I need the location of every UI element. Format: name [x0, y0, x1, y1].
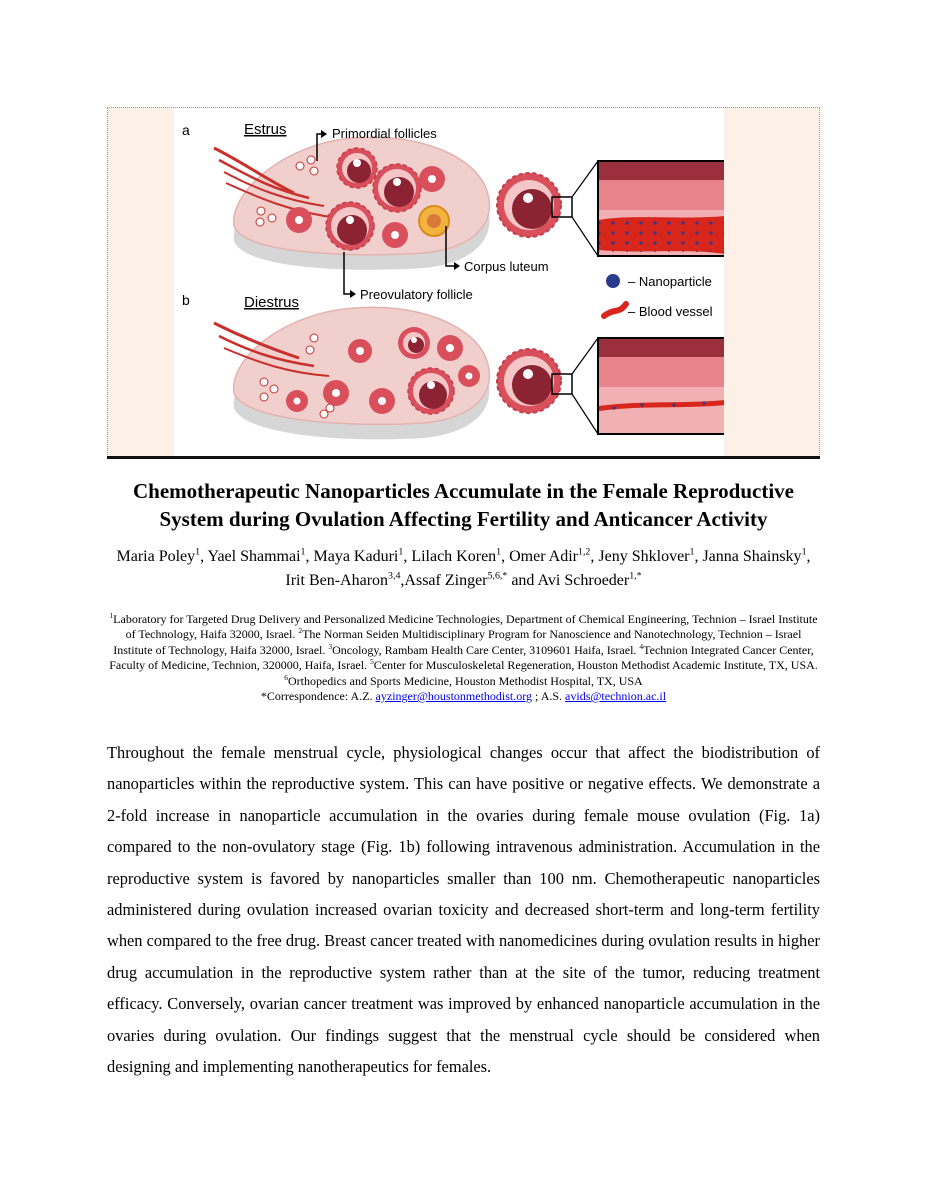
author-affiliation-mark: 1,2	[578, 546, 591, 558]
author-affiliation-mark: 1	[195, 546, 201, 558]
corpus-luteum-label: Corpus luteum	[464, 259, 549, 274]
affiliation-mark: 3	[328, 641, 333, 651]
affiliation-text: Laboratory for Targeted Drug Delivery and Personalized Medicine Technologies, Department of Chemical Engineering, Technion – Israel Institute of Technology, Haifa 32000, Israel.	[113, 612, 818, 642]
affiliations	[107, 612, 820, 704]
affiliation-text: Orthopedics and Sports Medicine, Houston Methodist Hospital, TX, USA	[287, 673, 643, 688]
author-affiliation-mark: 1	[689, 546, 695, 558]
author-affiliation-mark: 1	[300, 546, 306, 558]
diestrus-label: Diestrus	[244, 294, 300, 311]
author-name: Irit Ben-Aharon	[285, 572, 389, 589]
affiliation-mark: 2	[298, 626, 303, 636]
primordial-label: Primordial follicles	[332, 126, 437, 141]
author-affiliation-mark: 1,*	[629, 570, 642, 582]
affiliation-text: Oncology, Rambam Health Care Center, 3109601 Haifa, Israel.	[332, 642, 640, 657]
email-link-schroeder[interactable]: avids@technion.ac.il	[565, 689, 667, 704]
figure-1	[107, 107, 820, 457]
title-line-1: Chemotherapeutic Nanoparticles Accumulate in the Female Reproductive	[132, 479, 794, 503]
affiliation-mark: 6	[284, 672, 288, 682]
legend-blood-vessel: – Blood vessel	[628, 304, 713, 319]
panel-b-follicle-zoom	[497, 338, 724, 434]
author-name: Assaf Zinger	[404, 572, 488, 589]
author-list: Maria Poley$^1$, Yael Shammai$^1$, Maya Kaduri$^1$, Lilach Koren$^1$, Omer Adir$^{1,2}$, Jeny Shklover$^1$, Janna Shainsky$^1$, Irit Ben-Aharon$^{3,4}$,Assaf Zinger$^{5,6,*}$ and Avi Schroeder$^{1,*}$	[116, 546, 811, 589]
affiliation-mark: 4	[639, 641, 644, 651]
blood-vessel-icon	[604, 304, 626, 316]
correspondence-separator: ; A.S.	[532, 689, 566, 704]
email-link-zinger[interactable]: ayzinger@houstonmethodist.org	[375, 689, 533, 704]
affiliation-text: Center for Musculoskeletal Regeneration, Houston Methodist Academic Institute, TX, USA.	[373, 658, 818, 673]
estrus-label: Estrus	[244, 121, 287, 138]
correspondence-prefix: *Correspondence: A.Z.	[260, 689, 376, 704]
legend-nanoparticle: – Nanoparticle	[628, 274, 712, 289]
title-line-2: System during Ovulation Affecting Fertility and Anticancer Activity	[159, 507, 768, 531]
author-name: Janna Shainsky	[702, 548, 802, 565]
figure-panel	[174, 108, 724, 457]
author-affiliation-mark: 3,4	[388, 570, 401, 582]
author-name: Lilach Koren	[411, 548, 497, 565]
legend	[604, 274, 713, 319]
affiliation-text: The Norman Seiden Multidisciplinary Program for Nanoscience and Nanotechnology, Technion – Israel Institute of Technology, Haifa 32000, Israel.	[113, 627, 802, 657]
author-affiliation-mark: 1	[496, 546, 502, 558]
author-name: Yael Shammai	[207, 548, 301, 565]
panel-b-ovary	[214, 307, 489, 439]
panel-a-label: a	[182, 122, 190, 138]
correspondence	[261, 689, 666, 703]
panel-a-follicle-zoom	[497, 161, 724, 256]
panel-b-label: b	[182, 292, 190, 308]
author-name: Jeny Shklover	[598, 548, 690, 565]
panel-a-ovary	[214, 137, 489, 269]
author-affiliation-mark: 1	[801, 546, 807, 558]
figure-divider	[107, 456, 820, 459]
affiliation-mark: 5	[370, 657, 374, 667]
abstract: Throughout the female menstrual cycle, physiological changes occur that affect the biodistribution of nanoparticles within the reproductive system. This can have positive or negative effects. We demonstrate a 2-fold increase in nanoparticle accumulation in the ovaries during female mouse ovulation (Fig. 1a) compared to the non-ovulatory stage (Fig. 1b) following intravenous administration. Accumulation in the reproductive system is favored by nanoparticles smaller than 100 nm. Chemotherapeutic nanoparticles administered during ovulation increased ovarian toxicity and decreased short-term and long-term fertility when compared to the free drug. Breast cancer treated with nanomedicines during ovulation results in higher drug accumulation in the reproductive system rather than at the site of the tumor, reducing treatment efficacy. Conversely, ovarian cancer treatment was improved by enhanced nanoparticle accumulation in the ovaries during ovulation. Our findings suggest that the menstrual cycle should be considered when designing and implementing nanotherapeutics for females.	[107, 743, 820, 1077]
affiliation-mark: 1	[109, 611, 114, 620]
paper-title	[107, 477, 820, 533]
affiliation-list	[109, 612, 818, 688]
author-name: Maya Kaduri	[313, 548, 399, 565]
author-affiliation-mark: 5,6,*	[487, 570, 508, 582]
ovary-illustration	[174, 108, 724, 457]
author-affiliation-mark: 1	[398, 546, 404, 558]
nanoparticle-icon	[606, 274, 620, 288]
affiliation-text: Technion Integrated Cancer Center, Faculty of Medicine, Technion, 320000, Haifa, Israel.	[109, 642, 814, 673]
preovulatory-label: Preovulatory follicle	[360, 287, 473, 302]
author-name: Maria Poley	[116, 548, 196, 565]
author-name: Omer Adir	[509, 548, 578, 565]
author-name: Avi Schroeder	[537, 572, 630, 589]
